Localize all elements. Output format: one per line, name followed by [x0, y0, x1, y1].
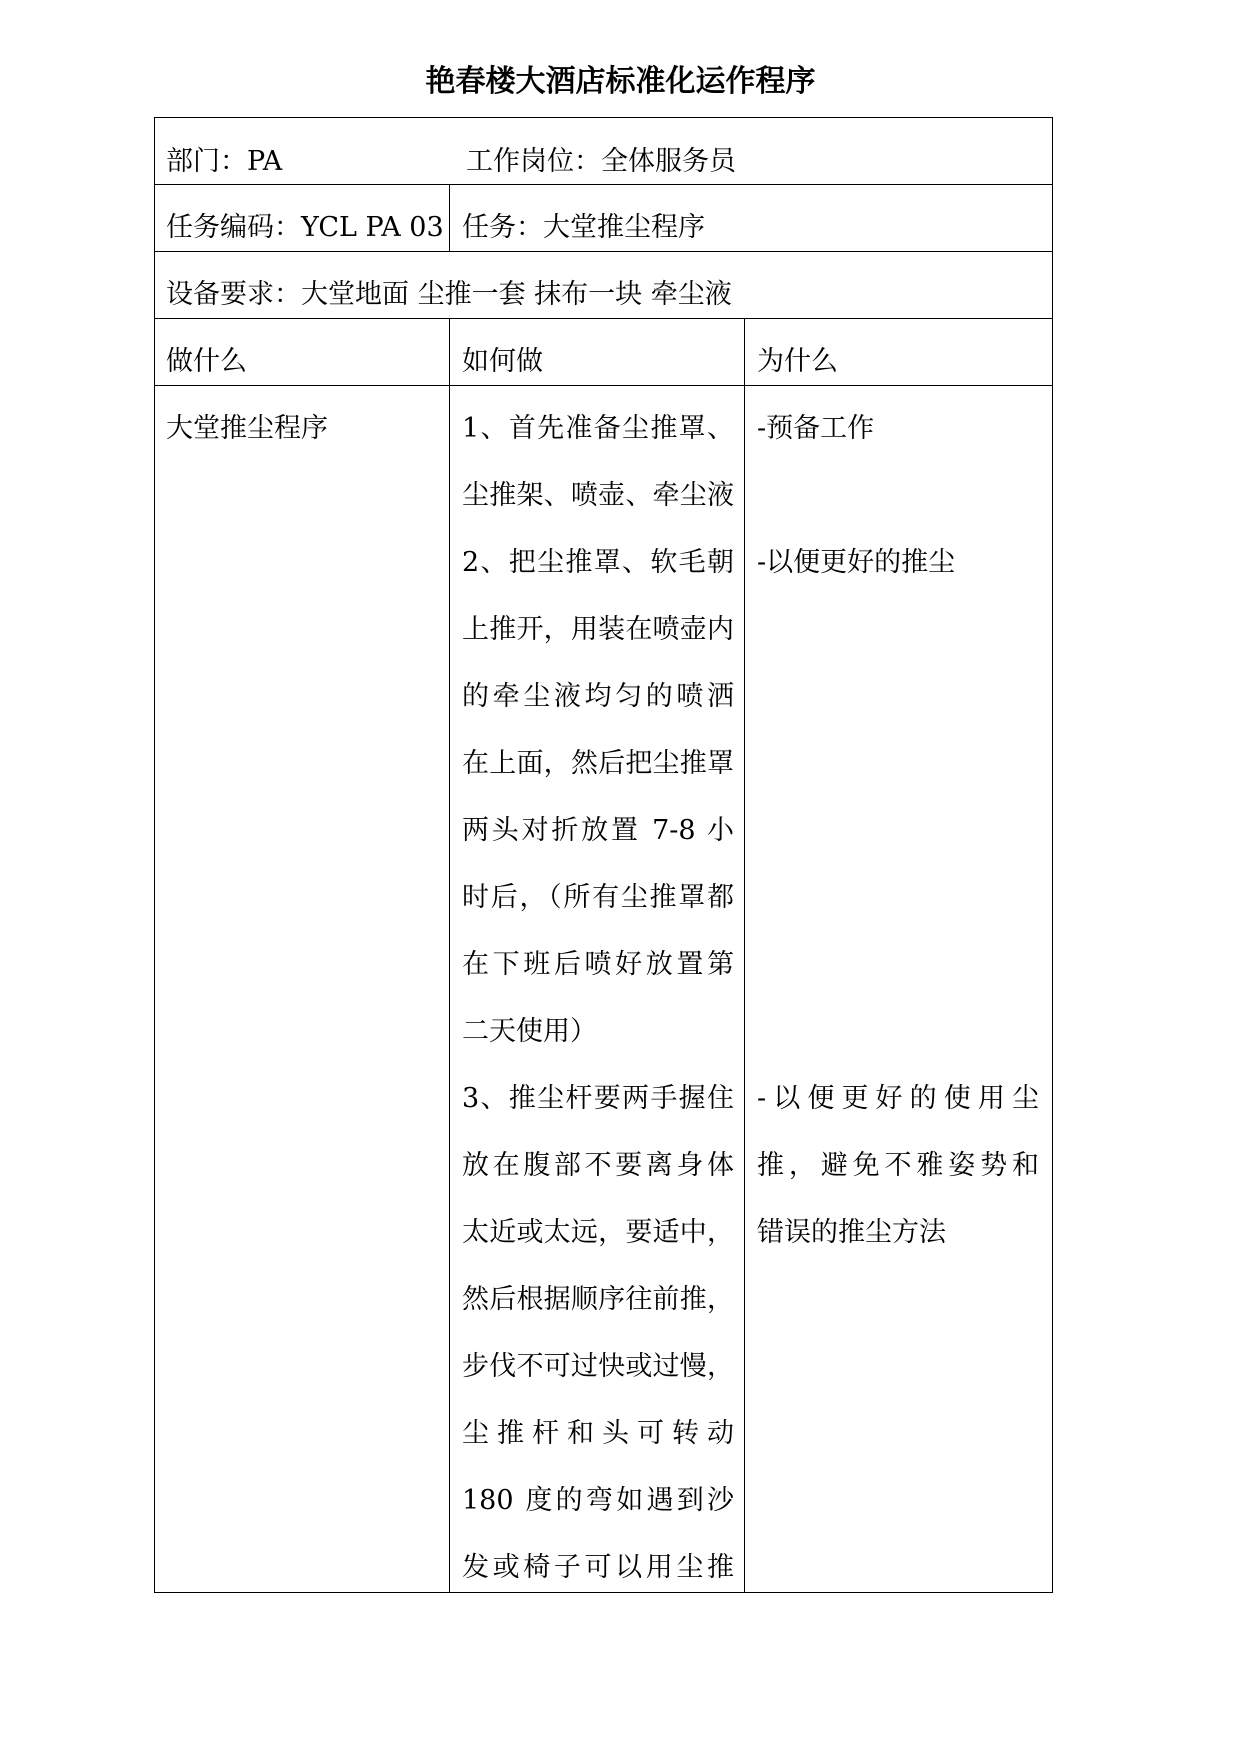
- how-line: 上推开，用装在喷壶内: [462, 614, 734, 645]
- position-label: 工作岗位：全体服务员: [466, 146, 736, 177]
- column-header-why: 为什么: [757, 346, 838, 377]
- why-cell: [757, 395, 1039, 1266]
- how-line: 然后根据顺序往前推，: [462, 1284, 734, 1315]
- how-line: 在上面，然后把尘推罩: [462, 748, 734, 779]
- how-line: 太近或太远，要适中，: [462, 1217, 734, 1248]
- how-line: 在下班后喷好放置第: [462, 949, 734, 980]
- how-line: 的牵尘液均匀的喷洒: [462, 681, 734, 712]
- what-cell: 大堂推尘程序: [166, 413, 328, 444]
- column-divider: [449, 318, 450, 1593]
- how-line: 时后，（所有尘推罩都: [462, 882, 734, 913]
- how-line: 1、首先准备尘推罩、: [462, 413, 734, 444]
- document-title: 艳春楼大酒店标准化运作程序: [425, 64, 816, 99]
- how-line: 两头对折放置 7-8 小: [462, 815, 734, 846]
- row-divider: [154, 385, 1053, 386]
- why-line: -以便更好的推尘: [757, 547, 956, 578]
- how-line: 180 度的弯如遇到沙: [462, 1485, 734, 1516]
- why-line: 推，避免不雅姿势和: [757, 1150, 1039, 1181]
- how-line: 2、把尘推罩、软毛朝: [462, 547, 734, 578]
- department-label: 部门：PA: [166, 146, 283, 177]
- how-line: 步伐不可过快或过慢，: [462, 1351, 734, 1382]
- why-line: -预备工作: [757, 413, 875, 444]
- task-label: 任务：大堂推尘程序: [462, 212, 705, 243]
- how-line: 二天使用）: [462, 1016, 597, 1047]
- how-line: 尘推架、喷壶、牵尘液: [462, 480, 734, 511]
- column-divider: [449, 184, 450, 251]
- how-line: 放在腹部不要离身体: [462, 1150, 734, 1181]
- column-header-how: 如何做: [462, 346, 543, 377]
- why-line: 错误的推尘方法: [757, 1217, 946, 1248]
- how-line: 发或椅子可以用尘推: [462, 1552, 734, 1583]
- why-line: -以便更好的使用尘: [757, 1083, 1039, 1114]
- column-divider: [744, 318, 745, 1593]
- task-code-label: 任务编码：YCL PA 03: [166, 212, 444, 243]
- equipment-label: 设备要求：大堂地面 尘推一套 抹布一块 牵尘液: [166, 279, 732, 310]
- column-header-what: 做什么: [166, 346, 247, 377]
- how-line: 尘推杆和头可转动: [462, 1418, 734, 1449]
- how-cell: [462, 395, 734, 1601]
- how-line: 3、推尘杆要两手握住: [462, 1083, 734, 1114]
